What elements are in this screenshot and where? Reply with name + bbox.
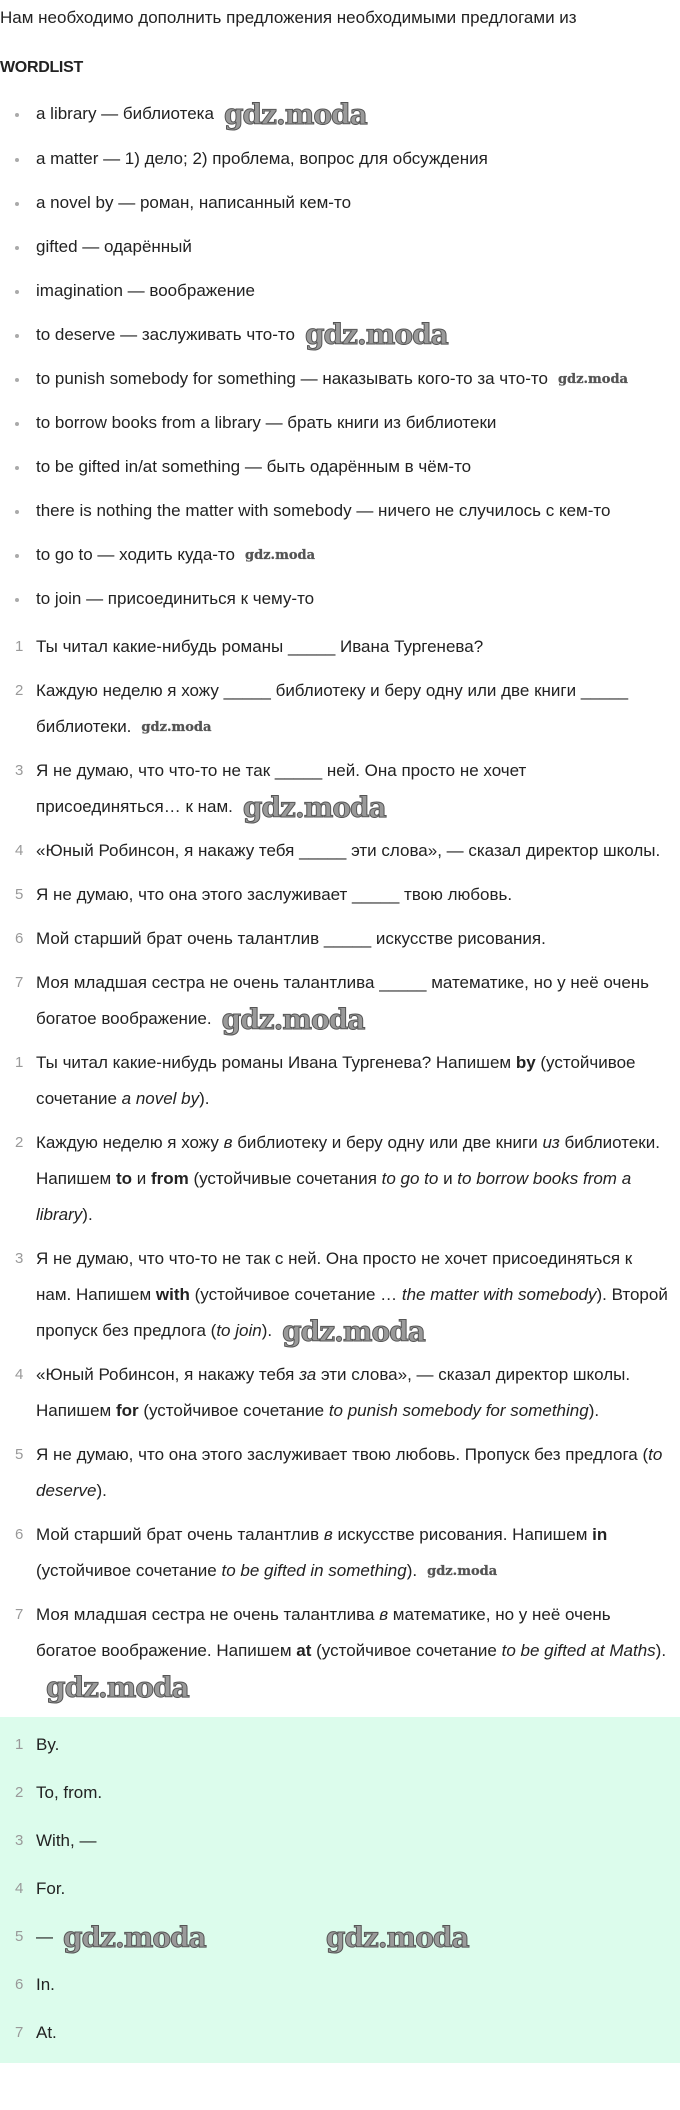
answer-item — [0, 1917, 680, 1957]
explanation-item — [0, 1357, 680, 1429]
wordlist-item-text: a library — библиотека — [36, 104, 214, 123]
bullet-icon — [15, 554, 19, 558]
phrase: to borrow books from a library — [36, 1169, 632, 1225]
bullet-icon — [15, 113, 19, 117]
explanation-text: искусстве рисования. Напишем — [332, 1525, 593, 1545]
item-number: 2 — [15, 1134, 24, 1152]
wordlist-item — [0, 541, 680, 569]
answer-word: for — [115, 1401, 139, 1421]
explanation-text: Моя младшая сестра не очень талантлива — [36, 1605, 380, 1625]
item-number: 4 — [15, 842, 24, 860]
answer-item-text: For. — [36, 1879, 66, 1899]
task-item — [0, 921, 680, 957]
phrase: to be gifted at Maths — [501, 1641, 656, 1661]
explanation-item — [0, 1517, 680, 1589]
explanation-text: библиотеки. Напишем — [36, 1133, 660, 1189]
explanation-item — [0, 1597, 680, 1705]
explanation-item — [0, 1125, 680, 1233]
phrase: to go to — [381, 1169, 439, 1189]
explanation-text: ). — [82, 1205, 93, 1225]
phrase: в — [223, 1133, 233, 1153]
answer-item — [0, 1965, 680, 2005]
bullet-icon — [15, 246, 19, 250]
bullet-icon — [15, 378, 19, 382]
answers-box — [0, 1717, 680, 2063]
wordlist-item-text: to borrow books from a library — брать книги из библиотеки — [36, 413, 497, 433]
bullet-icon — [15, 334, 19, 338]
watermark: gdz.moda — [304, 318, 448, 352]
answer-item-text: To, from. — [36, 1783, 103, 1803]
item-number: 5 — [15, 886, 24, 904]
explanation-text: ). — [406, 1561, 418, 1581]
wordlist-item — [0, 453, 680, 481]
task-item — [0, 877, 680, 913]
watermark: gdz.moda — [325, 1920, 469, 1954]
watermark: gdz.moda — [223, 97, 367, 131]
explanation-text: Я не думаю, что что-то не так с ней. Она просто не хочет присоединяться к нам. Напишем — [36, 1249, 633, 1305]
explanation-text: эти слова», — сказал директор школы. Напишем — [36, 1365, 631, 1421]
answer-item — [0, 1821, 680, 1861]
phrase: to deserve — [36, 1445, 663, 1501]
task-item — [0, 965, 680, 1037]
phrase: a novel by — [121, 1089, 200, 1109]
item-number: 5 — [15, 1446, 24, 1464]
answer-word: to — [115, 1169, 132, 1189]
task-item-text: Ты читал какие-нибудь романы _____ Ивана Тургенева? — [36, 637, 484, 657]
phrase: to be gifted in something — [221, 1561, 407, 1581]
watermark: gdz.moda — [63, 1920, 206, 1954]
task-item-text: «Юный Робинсон, я накажу тебя _____ эти слова», — сказал директор школы. — [36, 841, 661, 861]
bullet-icon — [15, 598, 19, 602]
intro-text: Нам необходимо дополнить предложения необходимыми предлогами из — [0, 8, 577, 27]
task-item — [0, 833, 680, 869]
bullet-icon — [15, 422, 19, 426]
explanation-text: (устойчивое сочетание — [138, 1401, 329, 1421]
task-item-text: Я не думаю, что что-то не так _____ ней. Она просто не хочет присоединяться… к нам. — [36, 761, 527, 817]
item-number: 3 — [15, 1832, 24, 1850]
task-item-text: Я не думаю, что она этого заслуживает _____ твою любовь. — [36, 885, 513, 905]
answer-item — [0, 1725, 680, 1765]
phrase: в — [379, 1605, 389, 1625]
item-number: 7 — [15, 974, 24, 992]
item-number: 4 — [15, 1366, 24, 1384]
wordlist-item-text: there is nothing the matter with somebody — ничего не случилось с кем-то — [36, 501, 611, 521]
item-number: 1 — [15, 1054, 24, 1072]
item-number: 7 — [15, 2024, 24, 2042]
item-number: 3 — [15, 1250, 24, 1268]
explanation-item — [0, 1241, 680, 1349]
wordlist-item-text: to punish somebody for something — наказывать кого-то за что-то — [36, 369, 548, 389]
wordlist-item — [0, 277, 680, 305]
item-number: 6 — [15, 1526, 24, 1544]
bullet-icon — [15, 466, 19, 470]
explanation-text: Я не думаю, что она этого заслуживает твою любовь. Пропуск без предлога ( — [36, 1445, 649, 1465]
explanation-text: (устойчивое сочетание — [36, 1053, 636, 1109]
explanation-list — [0, 1045, 680, 1705]
answer-item-text: In. — [36, 1975, 55, 1995]
bullet-icon — [15, 510, 19, 514]
explanation-text: математике, но у неё очень богатое воображение. Напишем — [36, 1605, 611, 1661]
explanation-item — [0, 1045, 680, 1117]
phrase: за — [299, 1365, 317, 1385]
explanation-text: Мой старший брат очень талантлив — [36, 1525, 324, 1545]
task-item — [0, 629, 680, 665]
item-number: 4 — [15, 1880, 24, 1898]
phrase: to join — [216, 1321, 262, 1341]
wordlist-item-text: to join — присоединиться к чему-то — [36, 589, 315, 609]
task-item — [0, 753, 680, 825]
answer-item-text: With, — — [36, 1831, 97, 1851]
wordlist-item — [0, 318, 680, 352]
wordlist-item-text: a novel by — роман, написанный кем-то — [36, 192, 352, 212]
watermark: gdz.moda — [141, 720, 212, 736]
task-item-text: Каждую неделю я хожу _____ библиотеку и беру одну или две книги _____ библиотеки. — [36, 681, 629, 737]
wordlist-item — [0, 233, 680, 261]
task-list — [0, 629, 680, 1037]
bullet-icon — [15, 290, 19, 294]
wordlist-item-text: a matter — 1) дело; 2) проблема, вопрос для обсуждения — [36, 148, 488, 168]
wordlist-item-text: to be gifted in/at something — быть одарённым в чём-то — [36, 457, 472, 477]
item-number: 2 — [15, 682, 24, 700]
watermark: gdz.moda — [282, 1314, 425, 1348]
watermark: gdz.moda — [244, 548, 316, 564]
item-number: 1 — [15, 1736, 24, 1754]
answer-list — [0, 1725, 680, 2053]
answer-word: by — [515, 1053, 536, 1073]
explanation-text: (устойчивые сочетания — [188, 1169, 382, 1189]
phrase: в — [323, 1525, 333, 1545]
explanation-text: «Юный Робинсон, я накажу тебя — [36, 1365, 300, 1385]
item-number: 3 — [15, 762, 24, 780]
wordlist-item-text: gifted — одарённый — [36, 236, 192, 256]
wordlist-item — [0, 145, 680, 173]
explanation-text: ). — [199, 1089, 210, 1109]
wordlist-item — [0, 189, 680, 217]
explanation-text: и — [438, 1169, 458, 1189]
answer-word: from — [150, 1169, 189, 1189]
explanation-text: и — [131, 1169, 151, 1189]
answer-item-text: At. — [36, 2023, 57, 2043]
watermark: gdz.moda — [242, 790, 386, 824]
answer-word: at — [296, 1641, 312, 1661]
watermark: gdz.moda — [46, 1670, 189, 1704]
watermark: gdz.moda — [221, 1002, 365, 1036]
item-number: 7 — [15, 1606, 24, 1624]
explanation-text: ). Второй пропуск без предлога ( — [36, 1285, 668, 1341]
item-number: 2 — [15, 1784, 24, 1802]
bullet-icon — [15, 202, 19, 206]
explanation-text: (устойчивое сочетание — [311, 1641, 502, 1661]
wordlist — [0, 97, 680, 613]
wordlist-item — [0, 409, 680, 437]
phrase: из — [542, 1133, 560, 1153]
wordlist-item — [0, 585, 680, 613]
explanation-text: библиотеку и беру одну или две книги — [232, 1133, 543, 1153]
explanation-text: Каждую неделю я хожу — [36, 1133, 224, 1153]
explanation-text: Ты читал какие-нибудь романы Ивана Тургенева? Напишем — [36, 1053, 516, 1073]
wordlist-title: WORDLIST — [0, 59, 83, 76]
answer-item — [0, 1869, 680, 1909]
explanation-text: (устойчивое сочетание … — [189, 1285, 402, 1305]
wordlist-item-text: imagination — воображение — [36, 280, 255, 300]
task-item-text: Мой старший брат очень талантлив _____ искусстве рисования. — [36, 929, 546, 949]
wordlist-item — [0, 497, 680, 525]
phrase: to punish somebody for something — [328, 1401, 589, 1421]
task-item — [0, 673, 680, 745]
explanation-text: ). — [261, 1321, 273, 1341]
task-item-text: Моя младшая сестра не очень талантлива _____ математике, но у неё очень богатое воображение. — [36, 973, 650, 1029]
answer-item — [0, 2013, 680, 2053]
explanation-text: (устойчивое сочетание — [36, 1561, 222, 1581]
item-number: 1 — [15, 638, 24, 656]
item-number: 6 — [15, 930, 24, 948]
answer-item-text: — — [36, 1927, 53, 1947]
wordlist-item — [0, 365, 680, 393]
explanation-text: ). — [588, 1401, 600, 1421]
wordlist-item-text: to go to — ходить куда-то — [36, 545, 235, 565]
phrase: the matter with somebody — [401, 1285, 597, 1305]
explanation-item — [0, 1437, 680, 1509]
answer-word: with — [155, 1285, 190, 1305]
wordlist-item — [0, 97, 680, 131]
bullet-icon — [15, 158, 19, 162]
explanation-text: ). — [655, 1641, 667, 1661]
watermark: gdz.moda — [557, 372, 628, 388]
answer-item — [0, 1773, 680, 1813]
item-number: 5 — [15, 1928, 24, 1946]
explanation-text: ). — [96, 1481, 107, 1501]
answer-item-text: By. — [36, 1735, 60, 1755]
wordlist-item-text: to deserve — заслуживать что-то — [36, 324, 295, 344]
watermark: gdz.moda — [427, 1564, 498, 1580]
answer-word: in — [592, 1525, 608, 1545]
item-number: 6 — [15, 1976, 24, 1994]
